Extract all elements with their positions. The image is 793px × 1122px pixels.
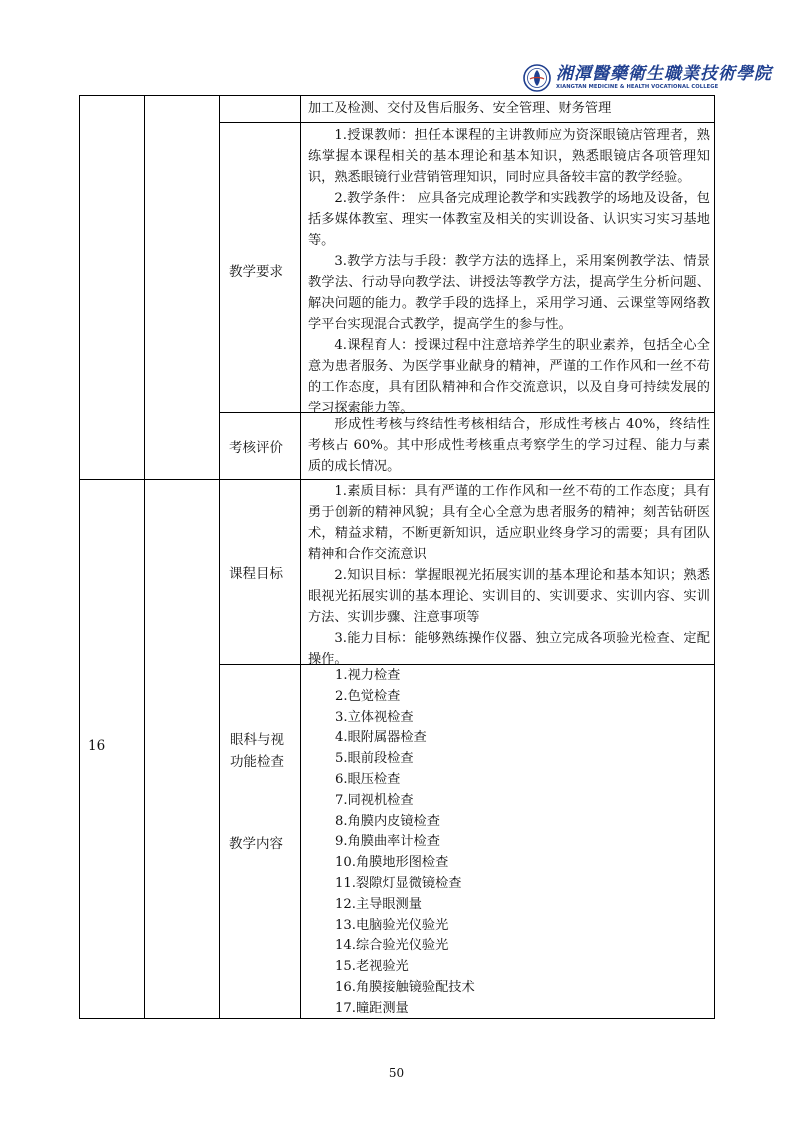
list-item: 16.角膜接触镜验配技术: [335, 979, 475, 995]
list-item: 8.角膜内皮镜检查: [335, 813, 440, 829]
list-item: 10.角膜地形图检查: [335, 855, 449, 871]
teaching-content-cell: [301, 666, 711, 1020]
teaching-requirements-cell: [308, 125, 710, 419]
requirement-paragraph: 2.教学条件： 应具备完成理论教学和实践教学的场地及设备，包括多媒体教室、理实一体教室及相关的实训设备、认识实习实习基地等。: [308, 191, 710, 248]
list-item: 2.色觉检查: [335, 688, 401, 704]
teaching-content-label: 教学内容: [229, 836, 283, 852]
list-item: 6.眼压检查: [335, 771, 401, 787]
list-item: 11.裂隙灯显微镜检查: [335, 875, 462, 891]
list-item: 17.瞳距测量: [335, 1000, 409, 1016]
list-item: 5.眼前段检查: [335, 751, 414, 767]
course-table: [79, 95, 715, 1019]
college-name-cn: 湘潭醫藥衛生職業技術學院: [556, 64, 772, 84]
list-item: 7.同视机检查: [335, 792, 414, 808]
list-item: 9.角膜曲率计检查: [335, 834, 440, 850]
list-item: 14.综合验光仪验光: [335, 938, 449, 954]
assessment-label: 考核评价: [229, 440, 283, 456]
list-item: 13.电脑验光仪验光: [335, 917, 449, 933]
requirement-paragraph: 3.教学方法与手段：教学方法的选择上，采用案例教学法、情景教学法、行动导向教学法、讲授法等教学方法，提高学生分析问题、解决问题的能力。教学手段的选择上，采用学习通、云课堂等网络教学平台实现混合式教学，提高学生的参与性。: [308, 254, 710, 332]
page-number: 50: [388, 1066, 405, 1080]
college-name-en: XIANGTAN MEDICINE & HEALTH VOCATIONAL COLLEGE: [556, 84, 719, 90]
college-logo: [523, 64, 772, 94]
teaching-content-list: [301, 666, 711, 1020]
objective-paragraph: 2.知识目标：掌握眼视光拓展实训的基本理论和基本知识；熟悉眼视光拓展实训的基本理论、实训目的、实训要求、实训内容、实训方法、实训步骤、注意事项等: [308, 568, 710, 625]
teaching-requirements-label: 教学要求: [229, 264, 283, 280]
list-item: 15.老视验光: [335, 959, 409, 975]
objective-paragraph: 3.能力目标：能够熟练操作仪器、独立完成各项验光检查、定配操作。: [308, 631, 710, 667]
objective-paragraph: 1.素质目标：具有严谨的工作作风和一丝不苟的工作态度；具有勇于创新的精神风貌；具有全心全意为患者服务的精神；刻苦钻研医术，精益求精，不断更新知识，适应职业终身学习的需要；具有团队精神和合作交流意识: [308, 484, 710, 562]
requirement-paragraph: 4.课程育人：授课过程中注意培养学生的职业素养，包括全心全意为患者服务、为医学事业献身的精神，严谨的工作作风和一丝不苟的工作态度，具有团队精神和合作交流意识，以及自身可持续发展的学习探索能力等。: [308, 338, 710, 416]
course-name-line-2: 功能检查: [230, 754, 284, 770]
course-number: 16: [88, 738, 106, 754]
assessment-text: 形成性考核与终结性考核相结合，形成性考核占 40%，终结性考核占 60%。其中形成性考核重点考察学生的学习过程、能力与素质的成长情况。: [308, 417, 710, 474]
course-name-line-1: 眼科与视: [230, 732, 284, 748]
continuation-text: 加工及检测、交付及售后服务、安全管理、财务管理: [308, 101, 612, 116]
course-objectives-cell: [308, 481, 710, 670]
course-objectives-label: 课程目标: [229, 566, 283, 582]
list-item: 12.主导眼测量: [335, 896, 422, 912]
college-emblem-icon: [523, 64, 551, 92]
list-item: 4.眼附属器检查: [335, 730, 427, 746]
list-item: 3.立体视检查: [335, 709, 414, 725]
continuation-cell: [308, 98, 708, 119]
list-item: 1.视力检查: [335, 668, 401, 683]
assessment-cell: [308, 414, 710, 477]
requirement-paragraph: 1.授课教师：担任本课程的主讲教师应为资深眼镜店管理者，熟练掌握本课程相关的基本理论和基本知识，熟悉眼镜店各项管理知识，熟悉眼镜行业营销管理知识，同时应具备较丰富的教学经验。: [308, 128, 710, 185]
